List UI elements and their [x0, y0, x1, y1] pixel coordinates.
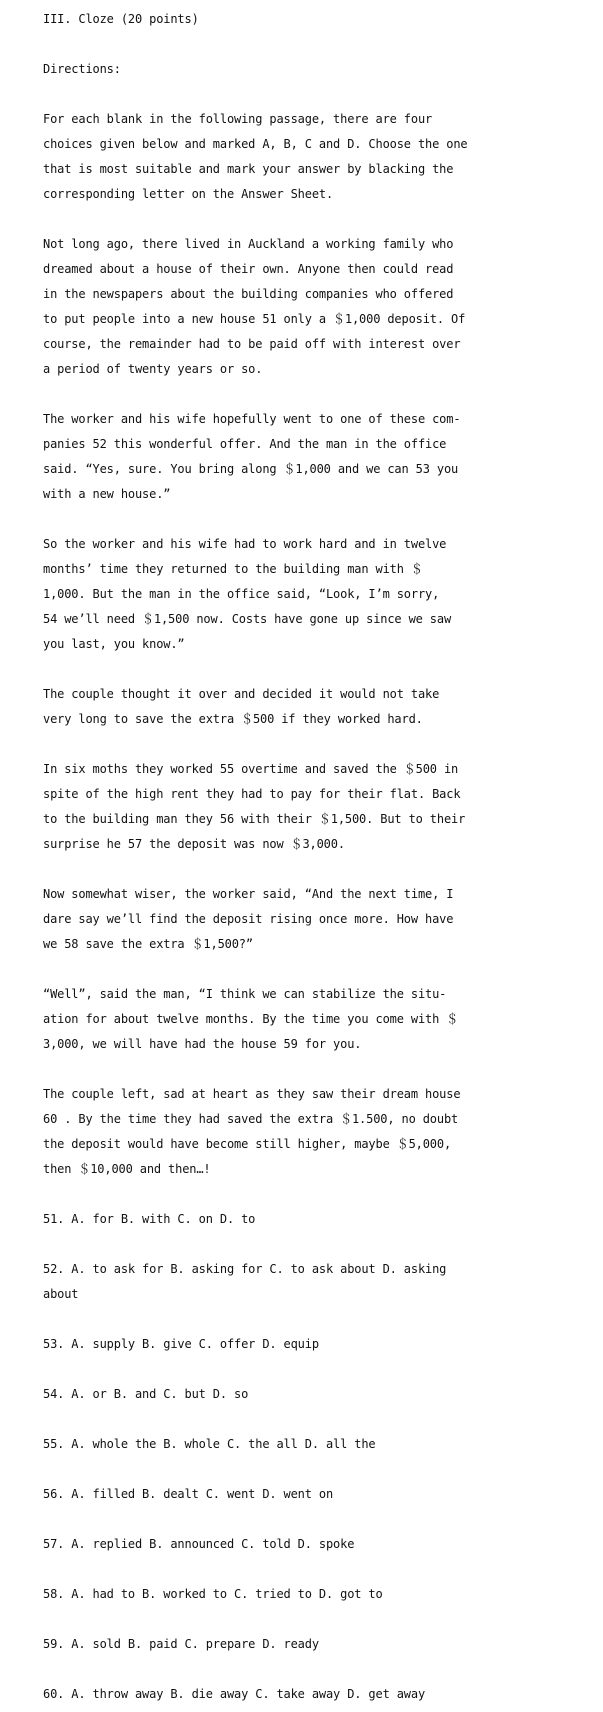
question-57: 57. A. replied B. announced C. told D. spoke: [43, 1537, 355, 1551]
passage-line: then ＄10,000 and then…!: [43, 1162, 211, 1176]
passage-line: ation for about twelve months. By the time you come with ＄: [43, 1012, 459, 1026]
passage-line: to the building man they 56 with their ＄1,500. But to their: [43, 812, 466, 826]
passage-line: a period of twenty years or so.: [43, 362, 263, 376]
question-59: 59. A. sold B. paid C. prepare D. ready: [43, 1637, 319, 1651]
passage-line: Not long ago, there lived in Auckland a working family who: [43, 237, 454, 251]
passage-line: to put people into a new house 51 only a ＄1,000 deposit. Of: [43, 312, 466, 326]
passage-line: dare say we’ll find the deposit rising once more. How have: [43, 912, 454, 926]
passage-line: said. “Yes, sure. You bring along ＄1,000 and we can 53 you: [43, 462, 459, 476]
passage-line: with a new house.”: [43, 487, 171, 501]
passage-line: very long to save the extra ＄500 if they worked hard.: [43, 712, 423, 726]
passage-line: you last, you know.”: [43, 637, 185, 651]
question-56: 56. A. filled B. dealt C. went D. went on: [43, 1487, 334, 1501]
directions-line: that is most suitable and mark your answer by blacking the: [43, 162, 454, 176]
passage-line: 60 . By the time they had saved the extra ＄1.500, no doubt: [43, 1112, 459, 1126]
passage-line: the deposit would have become still higher, maybe ＄5,000,: [43, 1137, 452, 1151]
question-53: 53. A. supply B. give C. offer D. equip: [43, 1337, 319, 1351]
passage-line: months’ time they returned to the building man with ＄: [43, 562, 423, 576]
question-51: 51. A. for B. with C. on D. to: [43, 1212, 256, 1226]
passage-line: 54 we’ll need ＄1,500 now. Costs have gone up since we saw: [43, 612, 452, 626]
passage-line: in the newspapers about the building companies who offered: [43, 287, 454, 301]
passage-line: course, the remainder had to be paid off with interest over: [43, 337, 461, 351]
question-52-continued: about: [43, 1287, 79, 1301]
passage-line: we 58 save the extra ＄1,500?”: [43, 937, 253, 951]
passage-line: Now somewhat wiser, the worker said, “And the next time, I: [43, 887, 454, 901]
question-58: 58. A. had to B. worked to C. tried to D. got to: [43, 1587, 383, 1601]
passage-line: The couple thought it over and decided it would not take: [43, 687, 440, 701]
directions-line: corresponding letter on the Answer Sheet.: [43, 187, 334, 201]
passage-line: In six moths they worked 55 overtime and saved the ＄500 in: [43, 762, 459, 776]
section-title: III. Cloze (20 points): [43, 12, 199, 26]
passage-line: dreamed about a house of their own. Anyone then could read: [43, 262, 454, 276]
passage-line: 3,000, we will have had the house 59 for you.: [43, 1037, 362, 1051]
passage-line: spite of the high rent they had to pay for their flat. Back: [43, 787, 461, 801]
passage-line: The couple left, sad at heart as they saw their dream house: [43, 1087, 461, 1101]
passage-line: So the worker and his wife had to work hard and in twelve: [43, 537, 447, 551]
question-54: 54. A. or B. and C. but D. so: [43, 1387, 249, 1401]
question-52: 52. A. to ask for B. asking for C. to ask about D. asking: [43, 1262, 447, 1276]
passage-line: panies 52 this wonderful offer. And the man in the office: [43, 437, 447, 451]
question-60: 60. A. throw away B. die away C. take away D. get away: [43, 1687, 426, 1701]
passage-line: “Well”, said the man, “I think we can stabilize the situ-: [43, 987, 447, 1001]
directions-line: choices given below and marked A, B, C and D. Choose the one: [43, 137, 468, 151]
passage-line: surprise he 57 the deposit was now ＄3,000.: [43, 837, 345, 851]
directions-line: For each blank in the following passage, there are four: [43, 112, 433, 126]
directions-heading: Directions:: [43, 62, 121, 76]
passage-line: 1,000. But the man in the office said, “Look, I’m sorry,: [43, 587, 440, 601]
passage-line: The worker and his wife hopefully went to one of these com-: [43, 412, 461, 426]
question-55: 55. A. whole the B. whole C. the all D. all the: [43, 1437, 376, 1451]
